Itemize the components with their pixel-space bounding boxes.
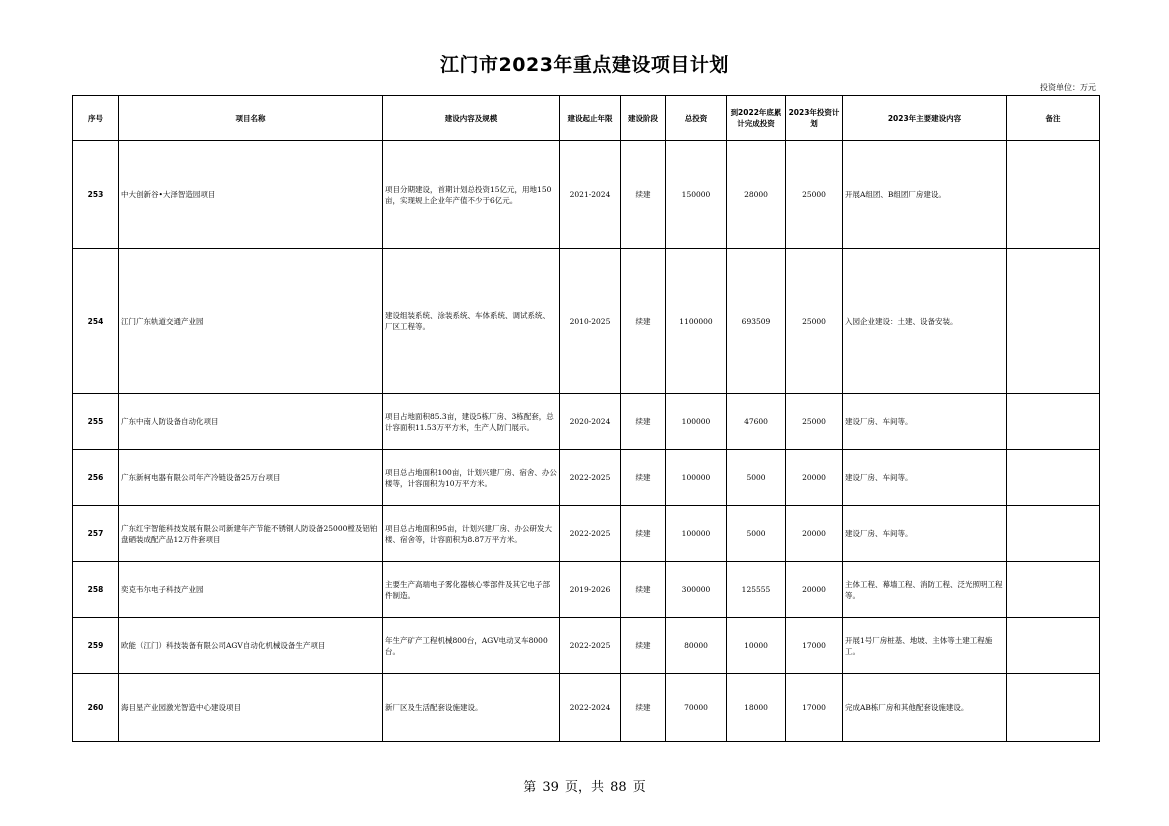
project-name: 中大创新谷•大泽智造园项目 <box>119 141 383 249</box>
project-content: 新厂区及生活配套设施建设。 <box>383 674 560 742</box>
project-content: 年生产矿产工程机械800台，AGV电动叉车8000台。 <box>383 618 560 674</box>
planned-investment: 20000 <box>786 506 843 562</box>
page-number: 第 39 页，共 88 页 <box>523 780 646 795</box>
main-work-2023: 建设厂房、车间等。 <box>843 506 1007 562</box>
planned-investment: 25000 <box>786 394 843 450</box>
table-row <box>73 562 1100 618</box>
header-remark: 备注 <box>1007 96 1100 141</box>
main-work-2023: 主体工程、幕墙工程、消防工程、泛光照明工程等。 <box>843 562 1007 618</box>
project-name: 海目星产业园激光智造中心建设项目 <box>119 674 383 742</box>
main-work-2023: 建设厂房、车间等。 <box>843 394 1007 450</box>
total-investment: 100000 <box>666 506 727 562</box>
remark <box>1007 674 1100 742</box>
project-name: 江门广东轨道交通产业园 <box>119 249 383 394</box>
completed-investment: 18000 <box>727 674 786 742</box>
completed-investment: 10000 <box>727 618 786 674</box>
header-period: 建设起止年限 <box>560 96 621 141</box>
row-number: 258 <box>73 562 119 618</box>
total-investment: 70000 <box>666 674 727 742</box>
completed-investment: 693509 <box>727 249 786 394</box>
completed-investment: 5000 <box>727 450 786 506</box>
planned-investment: 20000 <box>786 562 843 618</box>
table-row <box>73 141 1100 249</box>
project-stage: 续建 <box>621 450 666 506</box>
project-stage: 续建 <box>621 141 666 249</box>
header-name: 项目名称 <box>119 96 383 141</box>
table-row <box>73 249 1100 394</box>
header-done: 到2022年底累计完成投资 <box>727 96 786 141</box>
header-content: 建设内容及规模 <box>383 96 560 141</box>
planned-investment: 17000 <box>786 618 843 674</box>
project-name: 广东红宇智能科技发展有限公司新建年产节能不锈钢人防设备25000樘及铝铂盘硒装成配产品12万件套项目 <box>119 506 383 562</box>
row-number: 255 <box>73 394 119 450</box>
project-period: 2022-2025 <box>560 618 621 674</box>
remark <box>1007 141 1100 249</box>
project-stage: 续建 <box>621 674 666 742</box>
header-row <box>73 96 1100 141</box>
header-no: 序号 <box>73 96 119 141</box>
header-stage: 建设阶段 <box>621 96 666 141</box>
project-name: 欧能（江门）科技装备有限公司AGV自动化机械设备生产项目 <box>119 618 383 674</box>
header-main: 2023年主要建设内容 <box>843 96 1007 141</box>
project-period: 2010-2025 <box>560 249 621 394</box>
project-period: 2022-2025 <box>560 506 621 562</box>
remark <box>1007 562 1100 618</box>
main-work-2023: 建设厂房、车间等。 <box>843 450 1007 506</box>
remark <box>1007 394 1100 450</box>
table-row <box>73 674 1100 742</box>
project-period: 2019-2026 <box>560 562 621 618</box>
project-period: 2022-2024 <box>560 674 621 742</box>
completed-investment: 125555 <box>727 562 786 618</box>
total-investment: 1100000 <box>666 249 727 394</box>
project-content: 项目总占地面积100亩，计划兴建厂房、宿舍、办公楼等，计容面积为10万平方米。 <box>383 450 560 506</box>
row-number: 260 <box>73 674 119 742</box>
row-number: 253 <box>73 141 119 249</box>
project-stage: 续建 <box>621 394 666 450</box>
project-stage: 续建 <box>621 562 666 618</box>
main-work-2023: 开展1号厂房桩基、地坡、主体等土建工程施工。 <box>843 618 1007 674</box>
completed-investment: 47600 <box>727 394 786 450</box>
remark <box>1007 506 1100 562</box>
project-content: 项目分期建设，首期计划总投资15亿元，用地150亩，实现规上企业年产值不少于6亿元。 <box>383 141 560 249</box>
project-plan-table <box>72 95 1100 742</box>
remark <box>1007 450 1100 506</box>
row-number: 259 <box>73 618 119 674</box>
investment-unit-note: 投资单位：万元 <box>1040 83 1096 92</box>
project-content: 项目总占地面积95亩，计划兴建厂房、办公研发大楼、宿舍等，计容面积为8.87万平方米。 <box>383 506 560 562</box>
table-row <box>73 394 1100 450</box>
completed-investment: 28000 <box>727 141 786 249</box>
planned-investment: 17000 <box>786 674 843 742</box>
project-stage: 续建 <box>621 506 666 562</box>
project-period: 2022-2025 <box>560 450 621 506</box>
table-row <box>73 450 1100 506</box>
row-number: 254 <box>73 249 119 394</box>
remark <box>1007 249 1100 394</box>
planned-investment: 25000 <box>786 141 843 249</box>
remark <box>1007 618 1100 674</box>
project-name: 广东中南人防设备自动化项目 <box>119 394 383 450</box>
main-work-2023: 完成AB栋厂房和其他配套设施建设。 <box>843 674 1007 742</box>
project-period: 2021-2024 <box>560 141 621 249</box>
total-investment: 100000 <box>666 394 727 450</box>
table-row <box>73 618 1100 674</box>
project-stage: 续建 <box>621 618 666 674</box>
project-name: 奕克韦尔电子科技产业园 <box>119 562 383 618</box>
planned-investment: 25000 <box>786 249 843 394</box>
project-stage: 续建 <box>621 249 666 394</box>
project-period: 2020-2024 <box>560 394 621 450</box>
total-investment: 100000 <box>666 450 727 506</box>
header-total: 总投资 <box>666 96 727 141</box>
project-content: 项目占地面积85.3亩，建设5栋厂房、3栋配套，总计容面积11.53万平方米，生产人防门展示。 <box>383 394 560 450</box>
header-plan: 2023年投资计划 <box>786 96 843 141</box>
project-name: 广东新柯电器有限公司年产冷链设备25万台项目 <box>119 450 383 506</box>
main-work-2023: 入园企业建设：土建、设备安装。 <box>843 249 1007 394</box>
total-investment: 150000 <box>666 141 727 249</box>
total-investment: 80000 <box>666 618 727 674</box>
row-number: 256 <box>73 450 119 506</box>
project-content: 主要生产高端电子雾化器核心零部件及其它电子部件制造。 <box>383 562 560 618</box>
completed-investment: 5000 <box>727 506 786 562</box>
total-investment: 300000 <box>666 562 727 618</box>
row-number: 257 <box>73 506 119 562</box>
page-title: 江门市2023年重点建设项目计划 <box>440 54 729 76</box>
planned-investment: 20000 <box>786 450 843 506</box>
main-work-2023: 开展A组团、B组团厂房建设。 <box>843 141 1007 249</box>
project-content: 建设组装系统、涂装系统、车体系统、调试系统、厂区工程等。 <box>383 249 560 394</box>
table-row <box>73 506 1100 562</box>
